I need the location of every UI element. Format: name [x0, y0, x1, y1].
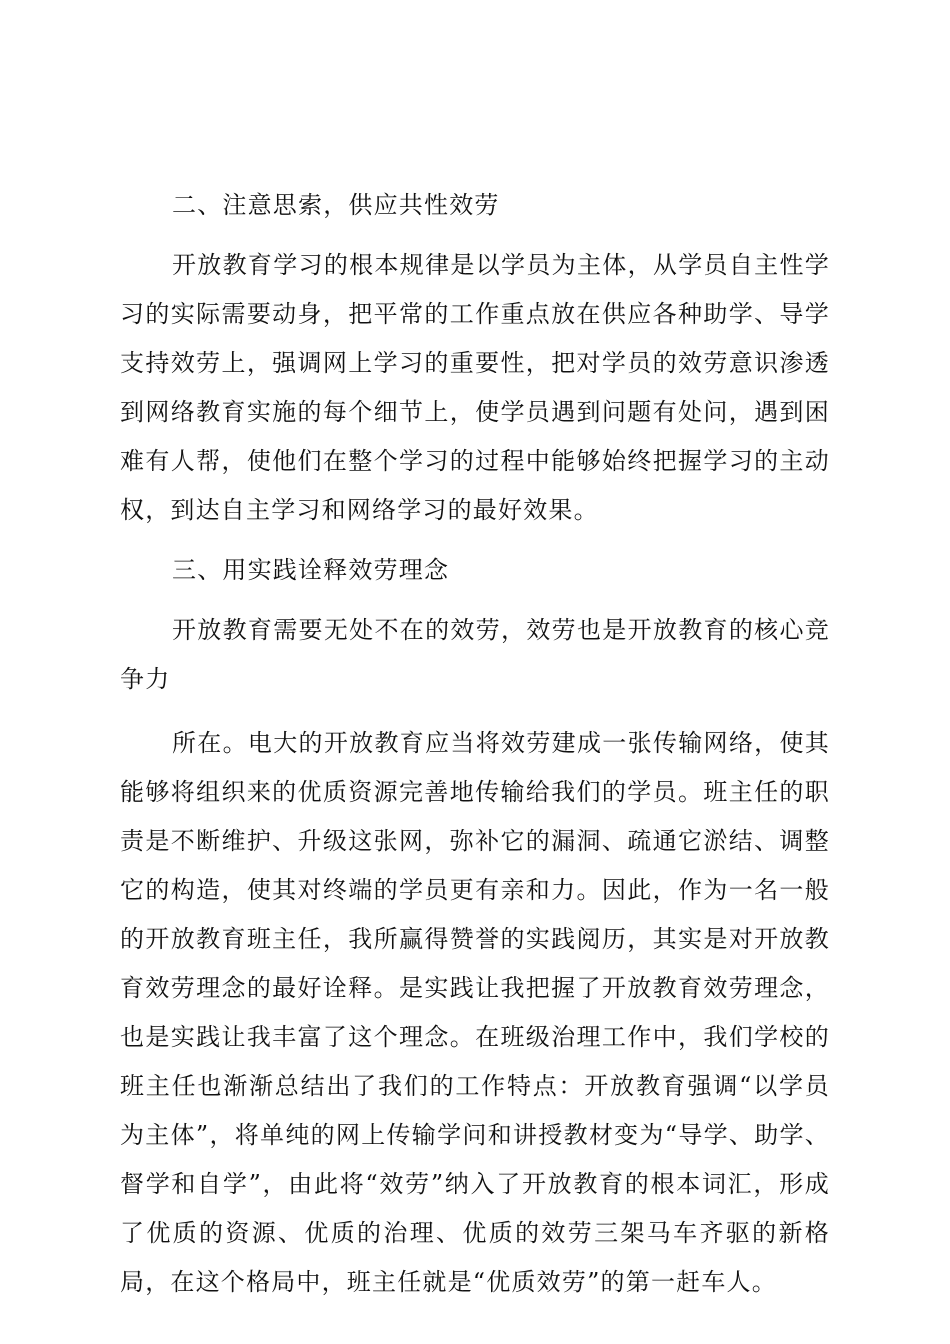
paragraph-service-network: 所在。电大的开放教育应当将效劳建成一张传输网络，使其能够将组织来的优质资源完善地传输给我们的学员。班主任的职责是不断维护、升级这张网，弥补它的漏洞、疏通它淤结、调整它的构造，使其对终端的学员更有亲和力。因此，作为一名一般的开放教育班主任，我所赢得赞誉的实践阅历，其实是对开放教育效劳理念的最好诠释。是实践让我把握了开放教育效劳理念，也是实践让我丰富了这个理念。在班级治理工作中，我们学校的班主任也渐渐总结出了我们的工作特点：开放教育强调“以学员为主体”，将单纯的网上传输学问和讲授教材变为“导学、助学、督学和自学”，由此将“效劳”纳入了开放教育的根本词汇，形成了优质的资源、优质的治理、优质的效劳三架马车齐驱的新格局，在这个格局中，班主任就是“优质效劳”的第一赶车人。 — [120, 729, 830, 1296]
section-heading-3: 三、用实践诠释效劳理念 — [172, 556, 450, 584]
paragraph-learning-rules: 开放教育学习的根本规律是以学员为主体，从学员自主性学习的实际需要动身，把平常的工作重点放在供应各种助学、导学支持效劳上，强调网上学习的重要性，把对学员的效劳意识渗透到网络教育实施的每个细节上，使学员遇到问题有处问，遇到困难有人帮，使他们在整个学习的过程中能够始终把握学习的主动权，到达自主学习和网络学习的最好效果。 — [120, 251, 830, 524]
document-page — [120, 181, 830, 1318]
paragraph-service-core: 开放教育需要无处不在的效劳，效劳也是开放教育的核心竞争力 — [120, 616, 830, 693]
section-heading-2: 二、注意思索，供应共性效劳 — [172, 191, 500, 219]
